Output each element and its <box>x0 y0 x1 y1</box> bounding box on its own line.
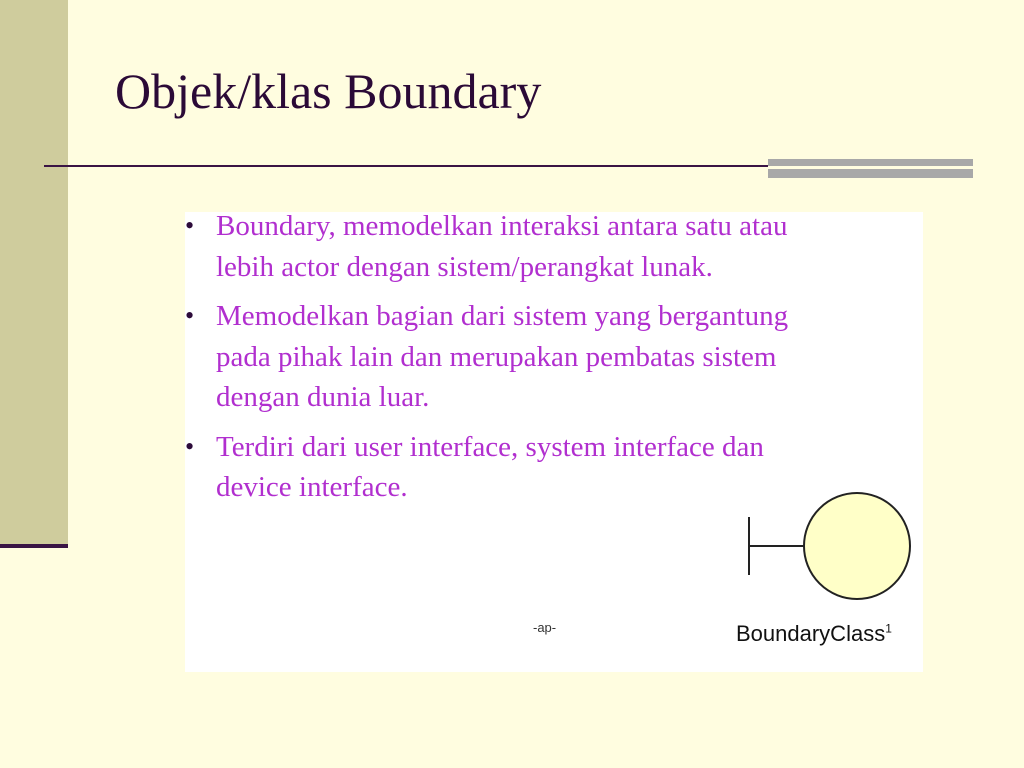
slide-title: Objek/klas Boundary <box>115 63 542 119</box>
bullet-item <box>185 212 805 287</box>
left-accent-underline <box>0 544 68 548</box>
credit-text: -ap- <box>533 620 557 635</box>
bullet-list <box>185 212 805 508</box>
left-accent-bar <box>0 0 68 545</box>
bullet-dot: • <box>185 212 195 240</box>
boundary-class-label <box>736 621 892 647</box>
bullet-item <box>185 296 805 418</box>
bullet-item <box>185 427 805 508</box>
uml-boundary-icon <box>745 487 920 607</box>
content-image-panel <box>185 212 923 672</box>
boundary-class-name: BoundaryClass <box>736 621 886 646</box>
bullet-dot: • <box>185 431 195 461</box>
bullet-text: Boundary, memodelkan interaksi antara satu atau lebih actor dengan sistem/perangkat lunak. <box>216 212 788 283</box>
title-divider-accent <box>768 159 973 179</box>
title-divider <box>44 165 768 167</box>
bullet-text: Terdiri dari user interface, system interface dan device interface. <box>216 430 764 503</box>
bullet-dot: • <box>185 301 195 330</box>
boundary-class-suffix: 1 <box>885 621 892 636</box>
bullet-text: Memodelkan bagian dari sistem yang bergantung pada pihak lain dan merupakan pembatas sistem dengan dunia luar. <box>216 300 789 413</box>
